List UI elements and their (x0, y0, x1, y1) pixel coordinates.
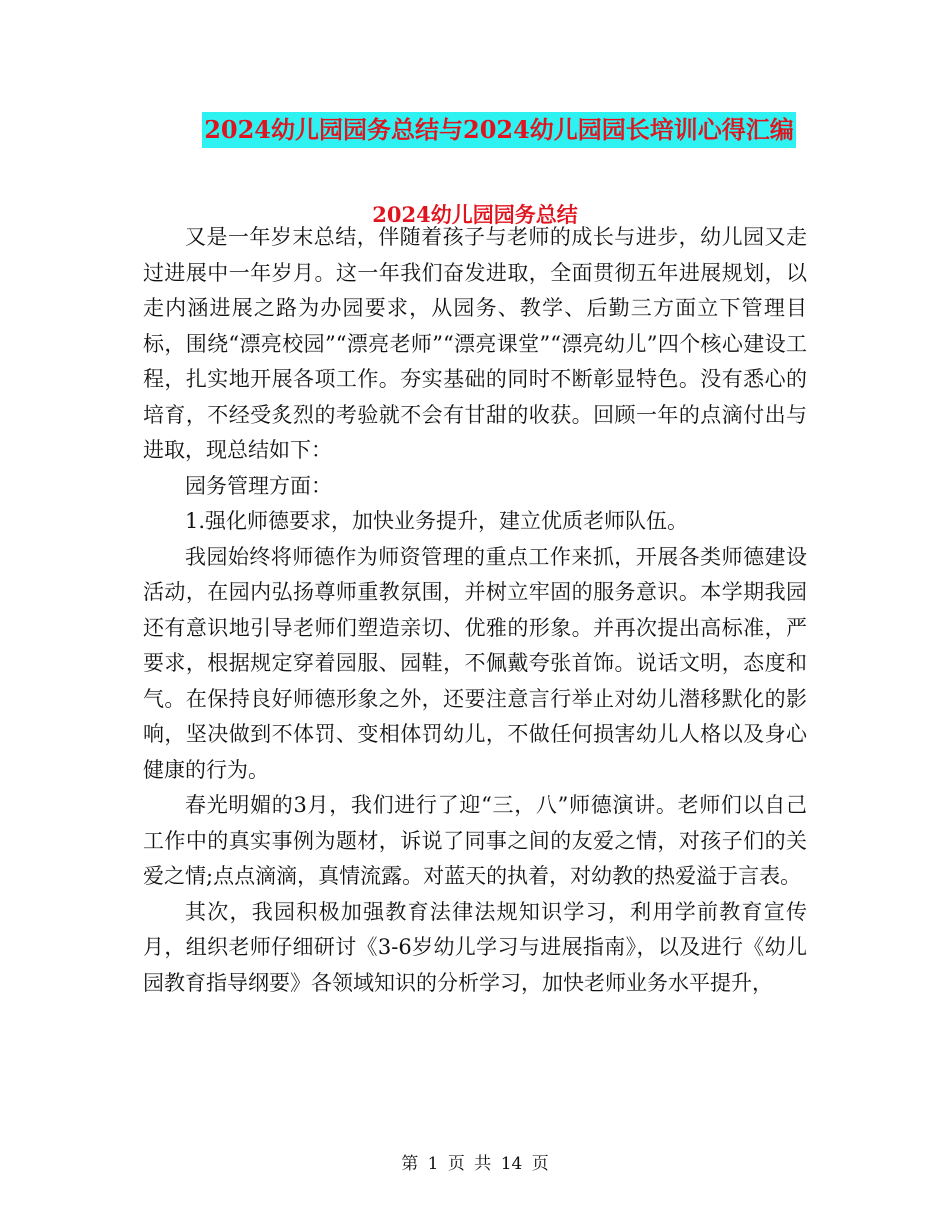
paragraph-law-study: 其次，我园积极加强教育法律法规知识学习，利用学前教育宣传月，组织老师仔细研讨《3-6岁幼儿学习与进展指南》，以及进行《幼儿园教育指导纲要》各领域知识的分析学习，加快老师业务水平提升， (143, 899, 807, 995)
paragraph-intro: 又是一年岁末总结，伴随着孩子与老师的成长与进步，幼儿园又走过进展中一年岁月。这一年我们奋发进取，全面贯彻五年进展规划，以走内涵进展之路为办园要求，从园务、教学、后勤三方面立下管理目标，围绕“漂亮校园”“漂亮老师”“漂亮课堂”“漂亮幼儿”四个核心建设工程，扎实地开展各项工作。夯实基础的同时不断彰显特色。没有悉心的培育，不经受炙烈的考验就不会有甘甜的收获。回顾一年的点滴付出与进取，现总结如下： (143, 225, 807, 462)
page-footer: 第 1 页 共 14 页 (401, 1154, 549, 1174)
paragraph-teacher-ethics: 我园始终将师德作为师资管理的重点工作来抓，开展各类师德建设活动，在园内弘扬尊师重教氛围，并树立牢固的服务意识。本学期我园还有意识地引导老师们塑造亲切、优雅的形象。并再次提出高标准，严要求，根据规定穿着园服、园鞋，不佩戴夸张首饰。说话文明，态度和气。在保持良好师德形象之外，还要注意言行举止对幼儿潜移默化的影响，坚决做到不体罚、变相体罚幼儿，不做任何损害幼儿人格以及身心健康的行为。 (143, 544, 807, 782)
paragraph-item-1: 1.强化师德要求，加快业务提升，建立优质老师队伍。 (185, 509, 689, 533)
document-title-wrap (0, 112, 950, 148)
paragraph-heading-management: 园务管理方面： (185, 473, 332, 498)
section-title: 2024幼儿园园务总结 (372, 202, 578, 227)
paragraph-speech: 春光明媚的3月，我们进行了迎“三，八”师德演讲。老师们以自己工作中的真实事例为题材，诉说了同事之间的友爱之情，对孩子们的关爱之情;点点滴滴，真情流露。对蓝天的执着，对幼教的热爱溢于言表。 (143, 793, 807, 888)
body-text (143, 220, 807, 1001)
document-title: 2024幼儿园园务总结与2024幼儿园园长培训心得汇编 (202, 112, 796, 148)
